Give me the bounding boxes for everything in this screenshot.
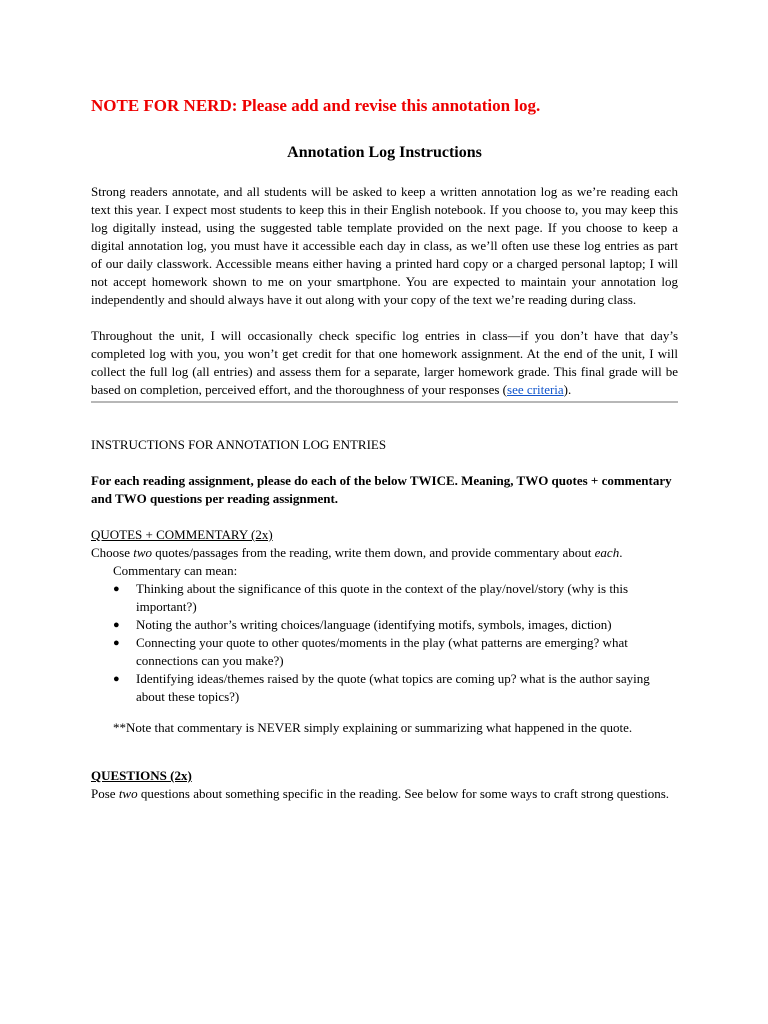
commentary-list-item bbox=[113, 634, 678, 670]
questions-pose-emphasis: two bbox=[118, 786, 138, 801]
quotes-choose-a: Choose bbox=[91, 545, 134, 560]
quotes-choose-c: . bbox=[619, 545, 623, 560]
quotes-heading: QUOTES + COMMENTARY (2x) bbox=[91, 527, 273, 542]
instructions-heading: INSTRUCTIONS FOR ANNOTATION LOG ENTRIES bbox=[91, 437, 387, 452]
intro-paragraph-1: Strong readers annotate, and all students will be asked to keep a written annotation log as we’re reading each text this year. I expect most students to keep this in their English notebook. If you choose to, you may keep this log digitally instead, using the suggested table template provided on the next page. If you choose to keep a digital annotation log, you must have it accessible each day in class, as we’ll often use these log entries as part of our daily classwork. Accessible means either having a printed hard copy or a charged personal laptop; I will not accept homework shown to me on your smartphone. You are expected to maintain your annotation log independently and should always have it out along with your copy of the text we’re reading during class. bbox=[91, 184, 678, 307]
intro-paragraph-2 bbox=[91, 327, 678, 399]
questions-pose-b: questions about something specific in the reading. See below for some ways to craft strong questions. bbox=[137, 786, 670, 801]
commentary-list-item bbox=[113, 580, 678, 616]
commentary-list-item bbox=[113, 616, 678, 634]
intro-paragraph-2-text: Throughout the unit, I will occasionally check specific log entries in class—if you don’t have that day’s completed log with you, you won’t get credit for that one homework assignment. At the end of the unit, I will collect the full log (all entries) and assess them for a separate, larger homework grade. This final grade will be based on completion, perceived effort, and the thoroughness of your responses ( bbox=[91, 328, 678, 397]
commentary-item-text: Noting the author’s writing choices/language (identifying motifs, symbols, images, diction) bbox=[136, 617, 612, 632]
quotes-choose-b: quotes/passages from the reading, write them down, and provide commentary about bbox=[152, 545, 595, 560]
commentary-note: **Note that commentary is NEVER simply explaining or summarizing what happened in the quote. bbox=[113, 720, 633, 735]
commentary-list bbox=[91, 580, 678, 706]
questions-heading: QUESTIONS (2x) bbox=[91, 768, 192, 783]
bullet-icon: ● bbox=[113, 673, 120, 685]
commentary-item-text: Thinking about the significance of this quote in the context of the play/novel/story (why is this important?) bbox=[136, 581, 629, 614]
questions-pose-line bbox=[91, 785, 678, 803]
bullet-icon: ● bbox=[113, 583, 120, 595]
divider bbox=[91, 401, 678, 403]
bullet-icon: ● bbox=[113, 619, 120, 631]
commentary-item-text: Connecting your quote to other quotes/moments in the play (what patterns are emerging? what connections can you make?) bbox=[136, 635, 628, 668]
see-criteria-link[interactable]: see criteria bbox=[507, 382, 564, 397]
note-for-nerd: NOTE FOR NERD: Please add and revise this annotation log. bbox=[91, 96, 541, 115]
quotes-choose-emphasis-2: each bbox=[594, 545, 620, 560]
quotes-choose-line bbox=[91, 544, 678, 562]
commentary-label: Commentary can mean: bbox=[113, 563, 238, 578]
intro-paragraph-2-end: ). bbox=[563, 382, 572, 397]
quotes-choose-emphasis: two bbox=[133, 545, 153, 560]
instructions-bold-paragraph: For each reading assignment, please do each of the below TWICE. Meaning, TWO quotes + commentary and TWO questions per reading assignment. bbox=[91, 473, 672, 506]
bullet-icon: ● bbox=[113, 637, 120, 649]
questions-pose-a: Pose bbox=[91, 786, 119, 801]
page-title: Annotation Log Instructions bbox=[287, 144, 482, 161]
commentary-item-text: Identifying ideas/themes raised by the quote (what topics are coming up? what is the author saying about these topics?) bbox=[136, 671, 650, 704]
commentary-list-item bbox=[113, 670, 678, 706]
